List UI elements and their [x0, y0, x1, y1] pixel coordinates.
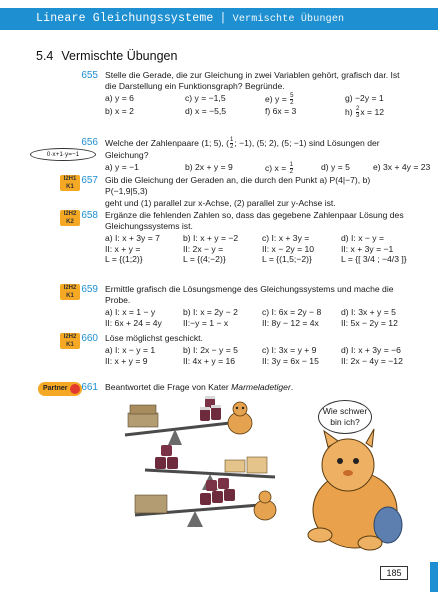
- eq-b1: b) I: x = 2y − 2: [183, 306, 238, 317]
- badge-bottom: K1: [66, 342, 74, 348]
- badge-top: I2H2: [63, 211, 77, 217]
- eq-b1: b) I: x + y = −2: [183, 232, 239, 243]
- item-e: e) 3x + 4y = 23: [373, 162, 431, 173]
- fraction: [290, 162, 293, 175]
- exercise-text: [105, 137, 413, 161]
- badge-bottom: K1: [66, 293, 74, 299]
- frac-num: 1: [289, 162, 293, 169]
- lower-balance: [135, 478, 260, 527]
- header-title: [36, 12, 344, 27]
- text-part-a: Welche der Zahlenpaare (1; 5), (: [105, 137, 230, 148]
- item-a: a) y = 6: [105, 92, 134, 103]
- exercise-number: 656: [81, 137, 98, 148]
- big-cat-marmeladetiger: [308, 429, 402, 550]
- section-title: Vermischte Übungen: [61, 49, 178, 63]
- fraction: [290, 93, 293, 106]
- section-heading: [36, 49, 177, 65]
- eq-c1: c) I: 6x = 2y − 8: [262, 306, 322, 317]
- badge-top: I2H2: [63, 334, 77, 340]
- badge-bottom: K1: [66, 184, 74, 190]
- eq-a1: a) I: x + 3y = 7: [105, 232, 160, 243]
- item-h: [345, 106, 425, 119]
- item-c-text: c) x =: [265, 163, 289, 173]
- item-g: g) −2y = 1: [345, 92, 384, 103]
- text-part-a: Beantwortet die Frage von Kater: [105, 382, 232, 392]
- item-c: c) y = −1,5: [185, 92, 226, 103]
- equation-grid: [105, 307, 413, 328]
- eq-c1: c) I: 3x = y + 9: [262, 345, 317, 356]
- sol-a: L = {(1;2)}: [105, 254, 143, 265]
- item-e-text: e) y =: [265, 93, 290, 104]
- item-b: b) x = 2: [105, 105, 134, 116]
- speech-bubble: Wie schwer bin ich?: [318, 400, 372, 434]
- partner-badge: Partner: [38, 382, 80, 396]
- sol-d: L = {[ 3/4 ; −4/3 ]}: [341, 254, 407, 265]
- exercise-items: [105, 162, 431, 176]
- upper-balance: [125, 396, 230, 445]
- small-cat-lower: [254, 491, 276, 520]
- exercise-items: [105, 93, 413, 119]
- fraction: [230, 137, 233, 150]
- eq-c2: II: x − 2y = 10: [262, 243, 315, 254]
- text-part-b: ; −1), (5; 2), (5; −1) sind Lösungen der Gleichung?: [105, 137, 380, 160]
- text-italic: Marmeladetiger: [231, 382, 291, 392]
- eq-d1: d) I: x − y =: [341, 232, 384, 243]
- exercise-body: [105, 333, 413, 367]
- equation-grid: [105, 345, 413, 366]
- frac-den: 3: [356, 112, 360, 119]
- item-b: b) 2x + y = 9: [185, 162, 233, 173]
- exercise-body: [105, 284, 413, 328]
- badge-bottom: K2: [66, 219, 74, 225]
- frac-num: 2: [356, 105, 360, 112]
- exercise-number: 655: [81, 70, 98, 81]
- eq-d2: II: 2x − 4y = −12: [341, 355, 403, 366]
- item-h-text: h): [345, 106, 356, 117]
- header-subtitle: Vermischte Übungen: [232, 14, 345, 25]
- exercise-number: 659: [81, 284, 98, 295]
- page-number: 185: [380, 566, 408, 580]
- eq-d2: II: x + 3y = −1: [341, 243, 394, 254]
- header-separator: |: [219, 12, 227, 25]
- eq-b2: II: 4x + y = 16: [183, 355, 236, 366]
- frac-den: 2: [290, 99, 294, 106]
- eq-c2: II: 3y = 6x − 15: [262, 355, 319, 366]
- section-number: 5.4: [36, 49, 54, 63]
- exercise-number: 657: [81, 175, 98, 186]
- exercise-body: [105, 137, 431, 176]
- exercise-body: [105, 382, 413, 394]
- small-cat-upper: [228, 402, 252, 434]
- eq-a2: II: 6x + 24 = 4y: [105, 317, 162, 328]
- exercise-text: Löse möglichst geschickt.: [105, 333, 203, 343]
- eq-b1: b) I: 2x − y = 5: [183, 345, 238, 356]
- exercise-text: Stelle die Gerade, die zur Gleichung in zwei Variablen gehört, grafisch dar. Ist die Darstellung ein Funktionsgraph? Begründe.: [105, 70, 400, 91]
- eq-a1: a) I: x = 1 − y: [105, 306, 156, 317]
- exercise-body: [105, 70, 413, 119]
- frac-den: 2: [230, 144, 234, 150]
- balance-illustration: [120, 395, 420, 555]
- item-d: d) x = −5,5: [185, 105, 227, 116]
- exercise-text: Ermittle grafisch die Lösungsmenge des Gleichungssystems und mache die Probe.: [105, 284, 394, 305]
- exercise-body: [105, 210, 413, 265]
- badge-top: I2H1: [63, 176, 77, 182]
- item-a: a) y = −1: [105, 162, 139, 173]
- text-part-b: .: [290, 382, 294, 392]
- exercise-body: [105, 175, 413, 210]
- item-e: [265, 93, 345, 106]
- sol-b: L = {(4;−2)}: [183, 254, 226, 265]
- eq-a2: II: x + y =: [105, 243, 141, 254]
- exercise-number: 658: [81, 210, 98, 221]
- eq-d2: II: 5x − 2y = 12: [341, 317, 398, 328]
- item-h-rest: x = 12: [360, 106, 385, 117]
- frac-num: 5: [290, 92, 294, 99]
- equation-grid: [105, 233, 413, 265]
- eq-a1: a) I: x − y = 1: [105, 345, 156, 356]
- exercise-text-line2: geht und (1) parallel zur x-Achse, (2) parallel zur y-Achse ist.: [105, 197, 336, 208]
- exercise-text: Ergänze die fehlenden Zahlen so, dass das gegebene Zahlenpaar Lösung des Gleichungssystems ist.: [105, 210, 404, 231]
- frac-num: 1: [230, 137, 234, 143]
- eq-d1: d) I: x + 3y = −6: [341, 345, 401, 356]
- eq-b2: II: 2x − y =: [183, 243, 224, 254]
- exercise-text: [105, 382, 413, 393]
- eq-c1: c) I: x + 3y =: [262, 232, 310, 243]
- exercise-number: 661: [81, 382, 98, 393]
- hint-oval: 0·x+1·y=−1: [30, 148, 96, 161]
- eq-d1: d) I: 3x + y = 5: [341, 306, 396, 317]
- eq-a2: II: x + y = 9: [105, 355, 148, 366]
- frac-den: 2: [289, 169, 293, 176]
- eq-b2: II:−y = 1 − x: [183, 317, 229, 328]
- exercise-number: 660: [81, 333, 98, 344]
- item-c: [265, 162, 321, 175]
- sol-c: L = {(1,5;−2)}: [262, 254, 312, 265]
- header-title-text: Lineare Gleichungssysteme: [36, 12, 214, 25]
- item-d: d) y = 5: [321, 162, 350, 173]
- fraction: [356, 106, 359, 119]
- exercise-text-line1: Gib die Gleichung der Geraden an, die durch den Punkt a) P(4|−7), b) P(−1,9|5,3): [105, 175, 371, 196]
- page-edge-tab: [430, 562, 438, 592]
- badge-top: I2H2: [63, 285, 77, 291]
- eq-c2: II: 8y − 12 = 4x: [262, 317, 319, 328]
- item-f: f) 6x = 3: [265, 105, 297, 116]
